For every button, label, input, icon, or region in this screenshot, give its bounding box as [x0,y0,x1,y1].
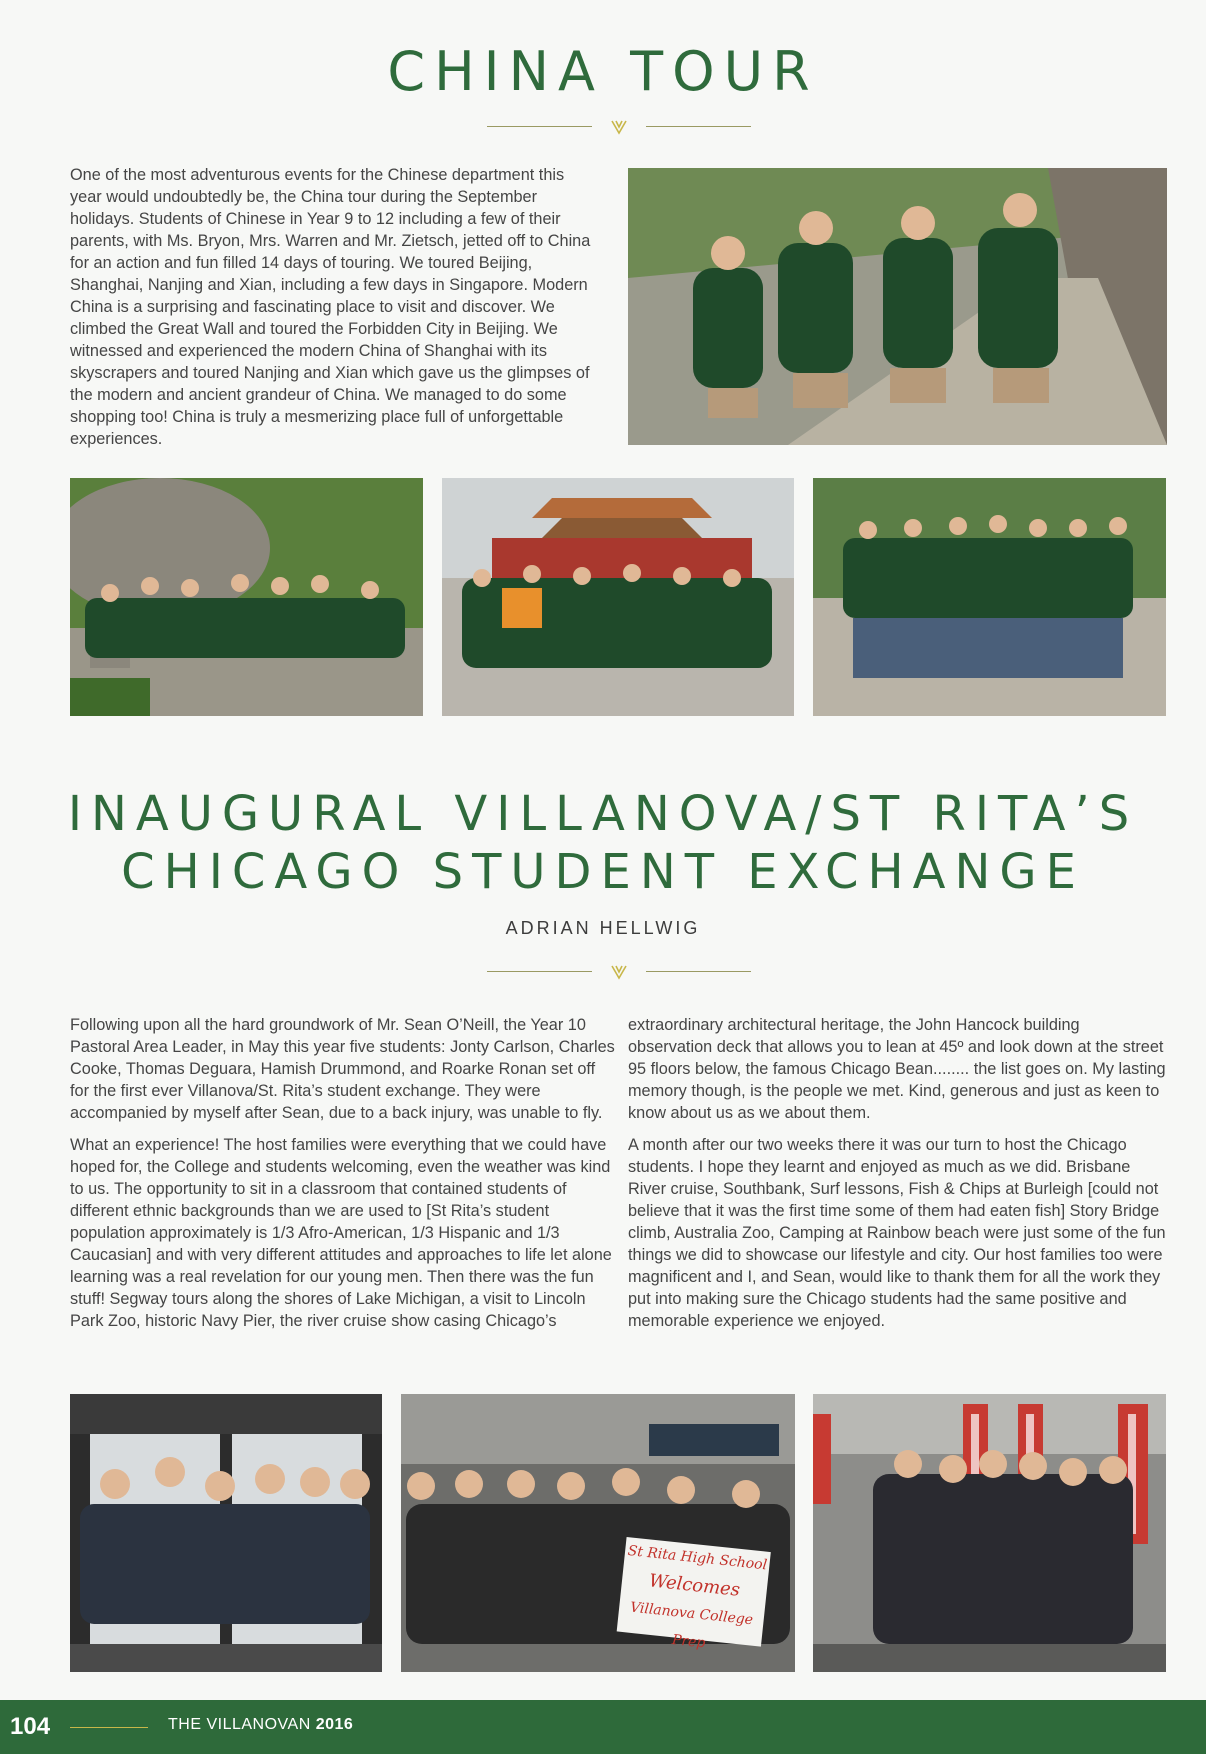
page-number: 104 [10,1713,51,1740]
exchange-title [0,785,1206,901]
footer-rule [70,1727,148,1728]
sign-line: Welcomes [647,1570,742,1601]
chevron-ornament-icon [609,117,629,137]
exchange-title-line2: CHICAGO STUDENT EXCHANGE [121,844,1085,900]
train-station-photo [813,1394,1166,1672]
observation-deck-photo [70,1394,382,1672]
terrace-group-photo [813,478,1166,716]
elephant-statue-group-photo [70,478,423,716]
tiananmen-group-photo [442,478,794,716]
section-divider [487,962,751,982]
exchange-title-line1: INAUGURAL VILLANOVA/ST RITA’S [67,786,1139,842]
china-tour-body: One of the most adventurous events for the Chinese department this year would undoubtedly be, the China tour during the September holidays. Students of Chinese in Year 9 to 12 including a few of their parents, with Ms. Bryon, Mrs. Warren and Mr. Zietsch, jetted off to China for an action and fun filled 14 days of touring. We toured Beijing, Shanghai, Nanjing and Xian, including a few days in Singapore. Modern China is a surprising and fascinating place to visit and discover. We climbed the Great Wall and toured the Forbidden City in Beijing. We witnessed and experienced the modern China of Shanghai with its skyscrapers and toured Nanjing and Xian which gave us the glimpses of the modern and ancient grandeur of China. We managed to do some shopping too! China is truly a mesmerizing place full of unforgettable experiences. [70,166,591,448]
airport-welcome-photo [401,1394,795,1672]
magazine-year: 2016 [315,1716,354,1733]
chevron-ornament-icon [609,962,629,982]
exchange-column-2 [628,1014,1168,1342]
article-author: ADRIAN HELLWIG [505,918,701,938]
china-tour-title: CHINA TOUR [387,40,819,103]
great-wall-photo [628,168,1167,445]
section-divider [487,117,751,137]
welcome-sign [618,1537,769,1663]
exchange-paragraph: What an experience! The host families were everything that we could have hoped for, the College and students welcoming, even the weather was kind to us. The opportunity to sit in a classroom that contained students of different ethnic backgrounds than we are used to [St Rita’s student population approximately is 1/3 Afro-American, 1/3 Hispanic and 1/3 Caucasian] and with very different attitudes and approaches to life let alone learning was a real revelation for our young men. Then there was the fun stuff! Segway tours along the shores of Lake Michigan, a visit to Lincoln Park Zoo, historic Navy Pier, the river cruise show casing Chicago’s [70,1136,612,1330]
magazine-title: THE VILLANOVAN [168,1716,311,1733]
sign-line: Villanova College Prep [629,1599,754,1652]
exchange-paragraph: extraordinary architectural heritage, the John Hancock building observation deck that allows you to lean at 45º and look down at the street 95 floors below, the famous Chicago Bean........ the list goes on. My lasting memory though, is the people we met. Kind, generous and just as keen to know about us as we about them. [628,1016,1166,1122]
exchange-paragraph: A month after our two weeks there it was our turn to host the Chicago students. I hope they learnt and enjoyed as much as we did. Brisbane River cruise, Southbank, Surf lessons, Fish & Chips at Burleigh [could not believe that it was the first time some of them had eaten fish] Story Bridge climb, Australia Zoo, Camping at Rainbow beach were just some of the fun things we did to showcase our lifestyle and city. Our host families too were magnificent and I, and Sean, would like to thank them for all the work they put into making sure the Chicago students had the same positive and memorable experience we enjoyed. [628,1136,1166,1330]
page-footer [0,1700,1206,1754]
magazine-name [168,1716,353,1734]
exchange-column-1 [70,1014,618,1342]
exchange-paragraph: Following upon all the hard groundwork of Mr. Sean O’Neill, the Year 10 Pastoral Area Leader, in May this year five students: Jonty Carlson, Charles Cooke, Thomas Deguara, Hamish Drummond, and Roarke Ronan set off for the first ever Villanova/St. Rita’s student exchange. They were accompanied by myself after Sean, due to a back injury, was unable to fly. [70,1016,615,1122]
sign-line: St Rita High School [626,1542,768,1574]
